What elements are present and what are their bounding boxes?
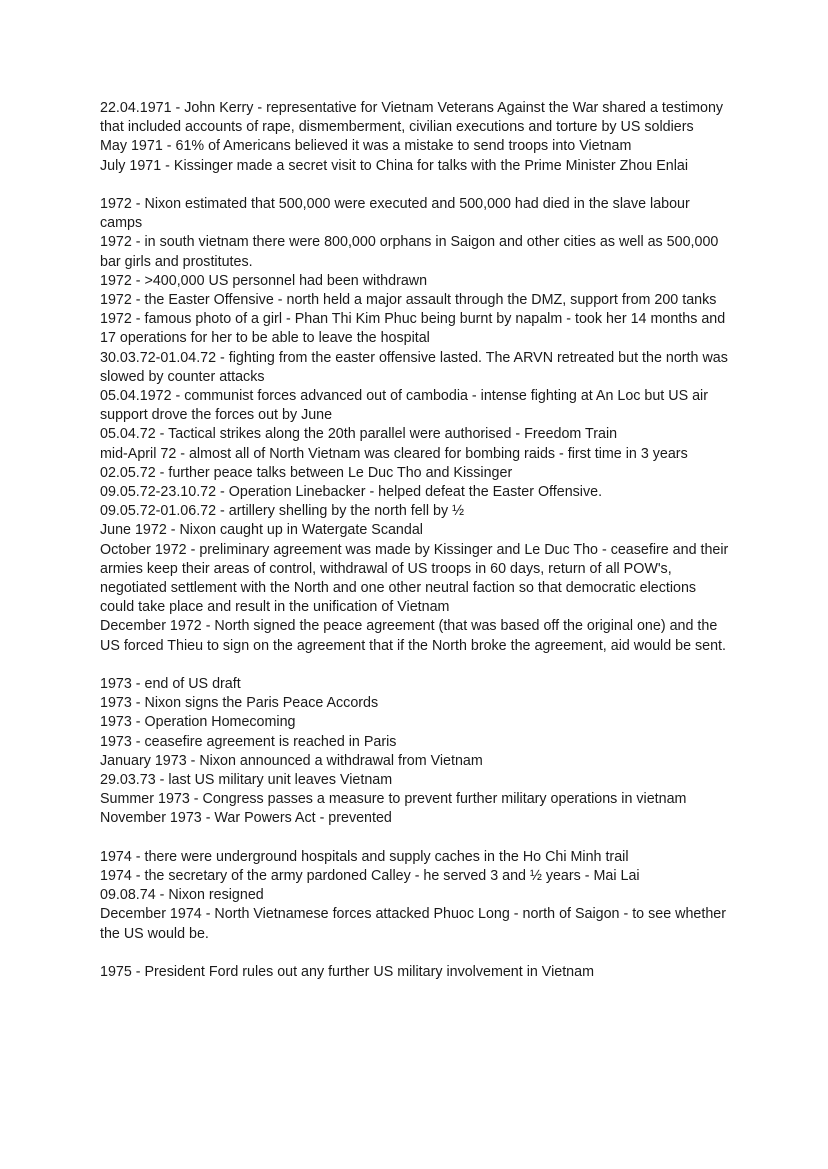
timeline-entry: July 1971 - Kissinger made a secret visit to China for talks with the Prime Minister Zhou Enlai: [100, 157, 689, 174]
section-1974: [100, 848, 730, 944]
timeline-entry: Summer 1973 - Congress passes a measure to prevent further military operations in vietnam: [100, 791, 687, 808]
timeline-entry: 1972 - famous photo of a girl - Phan Thi Kim Phuc being burnt by napalm - took her 14 months and 17 operations for her to be able to leave the hospital: [100, 311, 726, 347]
timeline-entry: 1975 - President Ford rules out any further US military involvement in Vietnam: [100, 964, 594, 981]
timeline-entry: 1972 - in south vietnam there were 800,000 orphans in Saigon and other cities as well as 500,000 bar girls and prostitutes.: [100, 234, 719, 270]
timeline-entry: May 1971 - 61% of Americans believed it was a mistake to send troops into Vietnam: [100, 138, 632, 155]
timeline-entry: November 1973 - War Powers Act - prevented: [100, 810, 392, 827]
timeline-entry: 09.05.72-23.10.72 - Operation Linebacker - helped defeat the Easter Offensive.: [100, 484, 603, 501]
timeline-entry: 1973 - Nixon signs the Paris Peace Accords: [100, 695, 379, 712]
section-1973: [100, 675, 730, 829]
timeline-entry: June 1972 - Nixon caught up in Watergate Scandal: [100, 522, 423, 539]
timeline-entry: 1974 - there were underground hospitals and supply caches in the Ho Chi Minh trail: [100, 848, 629, 865]
section-1975: [100, 963, 730, 982]
timeline-entry: 1972 - the Easter Offensive - north held a major assault through the DMZ, support from 200 tanks: [100, 292, 717, 309]
timeline-entry: 22.04.1971 - John Kerry - representative for Vietnam Veterans Against the War shared a testimony that included accounts of rape, dismemberment, civilian executions and torture by US soldiers: [100, 100, 724, 136]
timeline-entry: 09.08.74 - Nixon resigned: [100, 887, 264, 904]
timeline-entry: 29.03.73 - last US military unit leaves Vietnam: [100, 772, 393, 789]
timeline-entry: 1972 - Nixon estimated that 500,000 were executed and 500,000 had died in the slave labour camps: [100, 196, 690, 232]
section-1971: [100, 99, 730, 176]
timeline-entry: 1973 - ceasefire agreement is reached in Paris: [100, 733, 397, 750]
timeline-entry: December 1974 - North Vietnamese forces attacked Phuoc Long - north of Saigon - to see whether the US would be.: [100, 906, 726, 942]
timeline-entry: 1973 - end of US draft: [100, 676, 241, 693]
document-page: [100, 99, 730, 1001]
section-1972: [100, 195, 730, 656]
timeline-entry: 05.04.1972 - communist forces advanced out of cambodia - intense fighting at An Loc but US air support drove the forces out by June: [100, 388, 708, 424]
timeline-entry: January 1973 - Nixon announced a withdrawal from Vietnam: [100, 752, 483, 769]
timeline-entry: 05.04.72 - Tactical strikes along the 20th parallel were authorised - Freedom Train: [100, 426, 618, 443]
timeline-entry: December 1972 - North signed the peace agreement (that was based off the original one) and the US forced Thieu to sign on the agreement that if the North broke the agreement, aid would be sent.: [100, 618, 726, 654]
timeline-entry: October 1972 - preliminary agreement was made by Kissinger and Le Duc Tho - ceasefire and their armies keep their areas of control, withdrawal of US troops in 60 days, return of all POW's, negotiated settlement with the North and one other neutral faction so that democratic elections could take place and result in the unification of Vietnam: [100, 541, 729, 616]
timeline-entry: 30.03.72-01.04.72 - fighting from the easter offensive lasted. The ARVN retreated but the north was slowed by counter attacks: [100, 349, 728, 385]
timeline-entry: 1974 - the secretary of the army pardoned Calley - he served 3 and ½ years - Mai Lai: [100, 868, 640, 885]
timeline-entry: 1973 - Operation Homecoming: [100, 714, 296, 731]
timeline-entry: 09.05.72-01.06.72 - artillery shelling by the north fell by ½: [100, 503, 464, 520]
timeline-entry: mid-April 72 - almost all of North Vietnam was cleared for bombing raids - first time in 3 years: [100, 445, 688, 462]
timeline-entry: 1972 - >400,000 US personnel had been withdrawn: [100, 272, 428, 289]
timeline-entry: 02.05.72 - further peace talks between Le Duc Tho and Kissinger: [100, 464, 513, 481]
